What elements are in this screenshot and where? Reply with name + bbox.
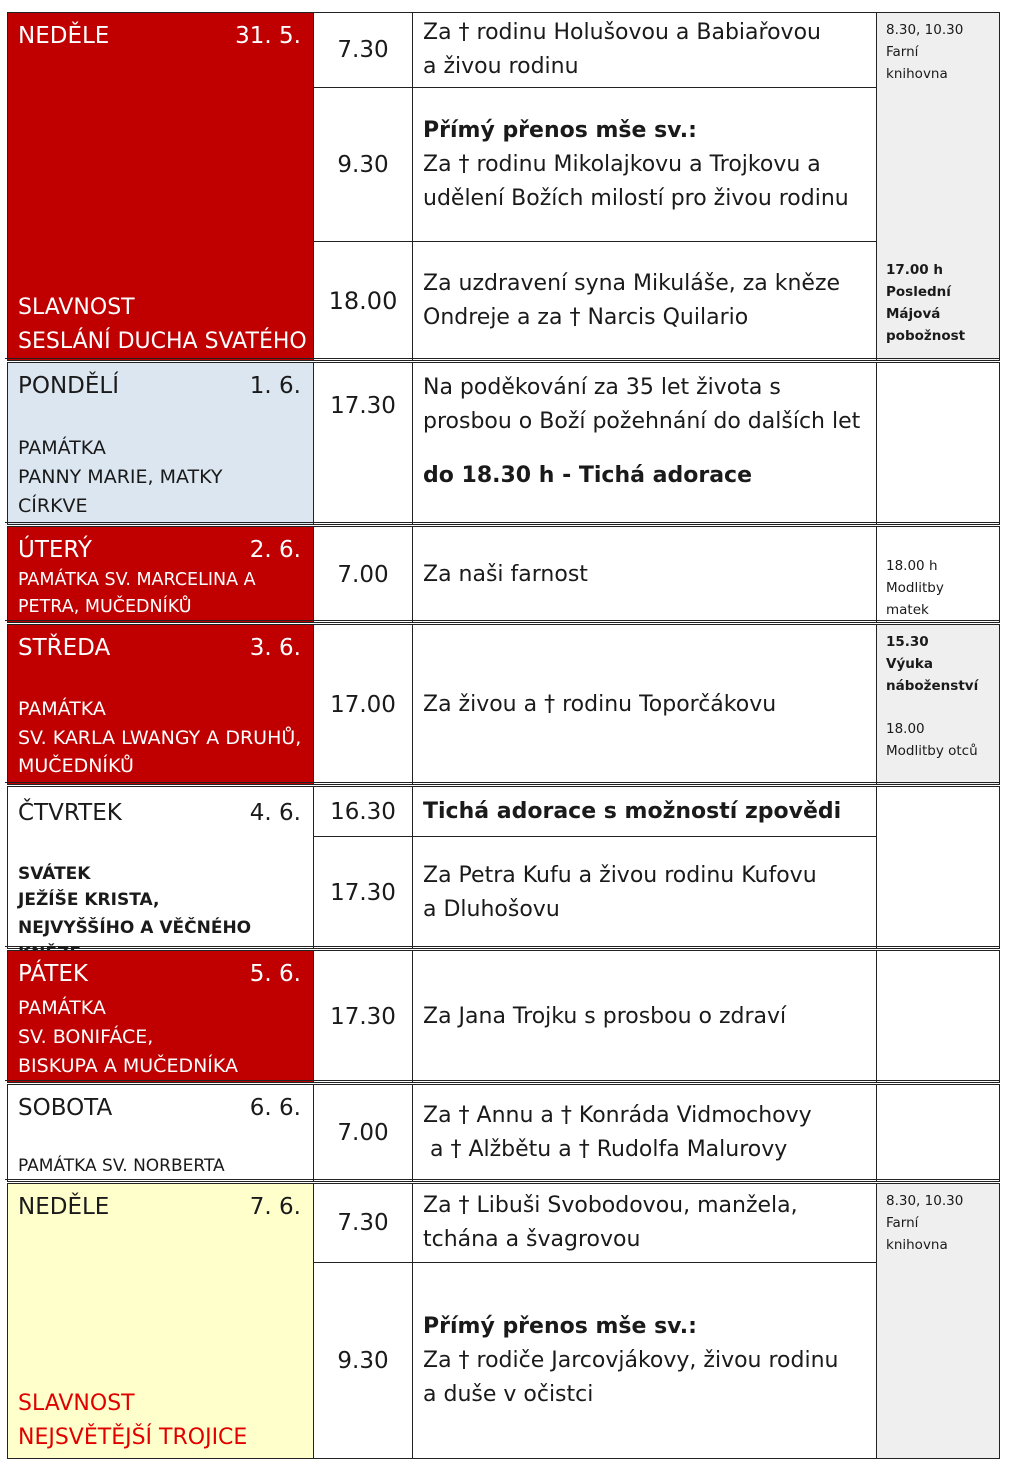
feast-line: SLAVNOST <box>18 295 135 320</box>
intention-line: Za Jana Trojku s prosbou o zdraví <box>423 1003 787 1029</box>
day-name: STŘEDA <box>18 635 111 661</box>
mass-intention <box>412 836 877 949</box>
day-date: 5. 6. <box>249 961 301 987</box>
feast-line: SV. BONIFÁCE, <box>18 1026 154 1048</box>
note-cell <box>876 1084 1000 1182</box>
note-line: náboženství <box>886 678 979 694</box>
feast-line: JEŽÍŠE KRISTA, <box>18 890 160 910</box>
note-line: Výuka <box>886 656 933 672</box>
feast-line: SV. KARLA LWANGY A DRUHŮ, <box>18 727 302 749</box>
mass-intention <box>412 1183 877 1263</box>
day-date: 4. 6. <box>249 800 301 826</box>
mass-intention <box>412 624 877 785</box>
feast-line: NEJSVĚTĚJŠÍ TROJICE <box>18 1425 248 1450</box>
feast-line: PAMÁTKA SV. MARCELINA A <box>18 570 256 590</box>
note-cell <box>876 624 1000 785</box>
mass-time: 17.30 <box>313 836 413 949</box>
day-date: 2. 6. <box>249 537 301 563</box>
note-line: 18.00 h <box>886 558 938 574</box>
feast-line: NEJVYŠŠÍHO A VĚČNÉHO <box>18 918 252 938</box>
note-line: Modlitby otců <box>886 743 978 759</box>
mass-time: 7.00 <box>313 1084 413 1182</box>
feast-line: CÍRKVE <box>18 495 88 517</box>
feast-line: SLAVNOST <box>18 1391 135 1416</box>
mass-intention <box>412 12 877 88</box>
day-name: PÁTEK <box>18 961 89 987</box>
day-date: 7. 6. <box>249 1194 301 1220</box>
row-separator <box>5 1080 1000 1081</box>
mass-time: 17.30 <box>313 362 413 525</box>
feast-line: PAMÁTKA <box>18 698 106 720</box>
day-name: NEDĚLE <box>18 1194 110 1220</box>
intention-line: Za naši farnost <box>423 561 588 587</box>
note-line: Farní <box>886 1215 919 1231</box>
intention-heading: Přímý přenos mše sv.: <box>423 117 697 143</box>
day-name: ÚTERÝ <box>18 537 92 563</box>
day-wednesday <box>7 624 314 785</box>
mass-intention <box>412 950 877 1083</box>
feast-line: MUČEDNÍKŮ <box>18 755 134 777</box>
intention-line: udělení Božích milostí pro živou rodinu <box>423 185 849 211</box>
feast-line: SVÁTEK <box>18 864 91 884</box>
day-date: 1. 6. <box>249 373 301 399</box>
note-line: 15.30 <box>886 634 929 650</box>
day-sunday-31-5 <box>7 12 314 361</box>
intention-line: tchána a švagrovou <box>423 1227 641 1252</box>
intention-line: a Dluhošovu <box>423 896 560 922</box>
row-separator <box>5 946 1000 947</box>
mass-time: 16.30 <box>313 786 413 837</box>
row-separator <box>5 782 1000 783</box>
note-cell <box>876 1183 1000 1459</box>
intention-line: Na poděkování za 35 let života s <box>423 375 781 400</box>
mass-intention <box>412 241 877 361</box>
mass-time: 17.30 <box>313 950 413 1083</box>
mass-intention <box>412 1262 877 1459</box>
intention-line: a † Alžbětu a † Rudolfa Malurovy <box>423 1137 788 1162</box>
intention-line: Za † Annu a † Konráda Vidmochovy <box>423 1103 812 1128</box>
intention-line: Za † Libuši Svobodovou, manžela, <box>423 1193 798 1218</box>
day-sunday-7-6 <box>7 1183 314 1459</box>
day-date: 6. 6. <box>249 1095 301 1121</box>
intention-line: prosbou o Boží požehnání do dalších let <box>423 409 861 434</box>
note-line: Modlitby <box>886 580 944 596</box>
feast-line: SESLÁNÍ DUCHA SVATÉHO <box>18 329 307 354</box>
feast-line: PAMÁTKA <box>18 997 106 1019</box>
intention-heading: Přímý přenos mše sv.: <box>423 1313 697 1339</box>
day-tuesday <box>7 526 314 623</box>
day-date: 31. 5. <box>235 23 301 49</box>
mass-intention <box>412 362 877 525</box>
mass-time: 18.00 <box>313 241 413 361</box>
mass-time: 7.00 <box>313 526 413 623</box>
mass-time: 9.30 <box>313 87 413 242</box>
intention-line: Ondreje a za † Narcis Quilario <box>423 305 749 330</box>
note-line: Farní <box>886 44 919 60</box>
feast-line: PAMÁTKA <box>18 437 106 459</box>
note-line: 17.00 h <box>886 262 944 278</box>
day-name: ČTVRTEK <box>18 800 122 826</box>
intention-line: Za živou a † rodinu Toporčákovu <box>423 691 777 717</box>
note-line: matek <box>886 602 929 618</box>
day-name: SOBOTA <box>18 1095 113 1121</box>
mass-intention <box>412 526 877 623</box>
intention-line: Za † rodinu Holušovou a Babiařovou <box>423 20 821 45</box>
mass-intention <box>412 786 877 837</box>
mass-intention <box>412 1084 877 1182</box>
note-cell <box>876 950 1000 1083</box>
note-line: knihovna <box>886 66 948 82</box>
day-thursday <box>7 786 314 949</box>
feast-line: PANNY MARIE, MATKY <box>18 466 223 488</box>
intention-line: a živou rodinu <box>423 54 579 79</box>
day-friday <box>7 950 314 1083</box>
mass-intention <box>412 87 877 242</box>
intention-line: Za † rodinu Mikolajkovu a Trojkovu a <box>423 151 821 177</box>
note-cell <box>876 12 1000 361</box>
note-cell <box>876 362 1000 525</box>
note-line: pobožnost <box>886 328 966 344</box>
intention-line: Za uzdravení syna Mikuláše, za kněze <box>423 271 841 296</box>
note-line: knihovna <box>886 1237 948 1253</box>
note-cell <box>876 526 1000 623</box>
mass-time: 7.30 <box>313 12 413 88</box>
mass-time: 7.30 <box>313 1183 413 1263</box>
mass-time: 17.00 <box>313 624 413 785</box>
intention-heading: Tichá adorace s možností zpovědi <box>423 798 842 824</box>
note-line: Májová <box>886 306 941 322</box>
row-separator <box>5 358 1000 359</box>
feast-line: PAMÁTKA SV. NORBERTA <box>18 1156 225 1176</box>
day-monday <box>7 362 314 525</box>
note-line: 8.30, 10.30 <box>886 22 964 38</box>
row-separator <box>5 620 1000 621</box>
day-date: 3. 6. <box>249 635 301 661</box>
adoration-note: do 18.30 h - Tichá adorace <box>423 463 753 488</box>
note-cell <box>876 786 1000 949</box>
row-separator <box>5 522 1000 523</box>
note-line: Poslední <box>886 284 951 300</box>
day-name: NEDĚLE <box>18 23 110 49</box>
intention-line: Za † rodiče Jarcovjákovy, živou rodinu <box>423 1347 839 1373</box>
intention-line: a duše v očistci <box>423 1381 594 1407</box>
day-name: PONDĚLÍ <box>18 373 120 399</box>
mass-time: 9.30 <box>313 1262 413 1459</box>
feast-line: BISKUPA A MUČEDNÍKA <box>18 1055 239 1077</box>
note-line: 18.00 <box>886 721 925 737</box>
feast-line: PETRA, MUČEDNÍKŮ <box>18 597 192 617</box>
intention-line: Za Petra Kufu a živou rodinu Kufovu <box>423 862 817 888</box>
row-separator <box>5 1179 1000 1180</box>
day-saturday <box>7 1084 314 1182</box>
note-line: 8.30, 10.30 <box>886 1193 964 1209</box>
